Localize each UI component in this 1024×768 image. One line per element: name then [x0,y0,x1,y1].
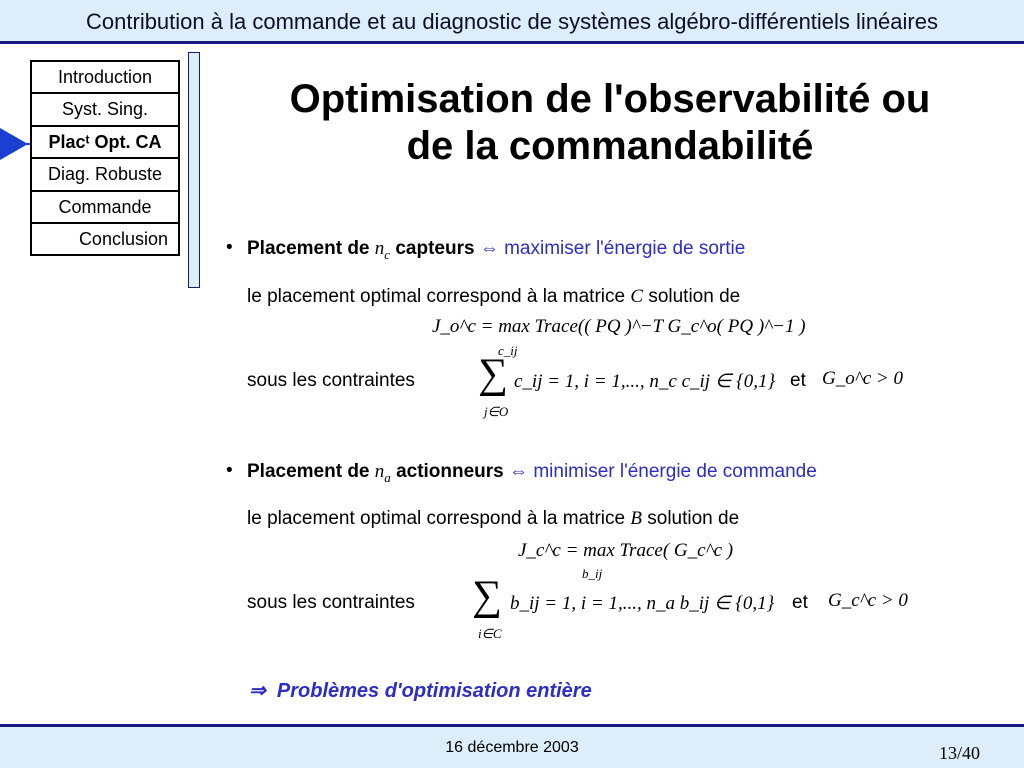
equivalence-icon: ⇔ [509,461,529,482]
actionneurs-constraints-label: sous les contraintes [247,592,415,613]
nav-scrollbar[interactable] [188,52,200,288]
current-section-arrow-icon [0,128,28,160]
actionneurs-objective: J_c^c = max Trace( G_c^c ) [518,540,734,561]
var-n: n [374,461,385,482]
capteurs-gramian-cond: G_o^c > 0 [822,368,903,389]
capteurs-head-a: Placement de [247,238,370,259]
capteurs-heading [247,238,745,263]
presentation-title: Contribution à la commande et au diagnostic de systèmes algébro-différentiels linéaires [86,9,938,34]
section-nav [30,60,180,254]
actionneurs-description [247,508,739,530]
capteurs-objective: J_o^c = max Trace(( PQ )^−T G_c^o( PQ )^−1 ) [432,316,806,337]
nav-item-conclusion[interactable]: Conclusion [30,222,180,256]
nav-item-placement-opt[interactable]: Placᵗ Opt. CA [30,125,180,159]
capteurs-objective-under: c_ij [498,343,518,358]
capteurs-goal: maximiser l'énergie de sortie [504,238,746,259]
bullet-dot: • [226,460,233,481]
actionneurs-heading [247,461,817,486]
implies-arrow-icon: ⇒ [249,680,266,702]
actionneurs-desc-a: le placement optimal correspond à la matrice [247,508,626,529]
sum-symbol-icon: ∑ [472,573,502,619]
bullet-dot: • [226,237,233,258]
slide-title-line2: de la commandabilité [406,124,814,168]
nav-item-diag-robuste[interactable]: Diag. Robuste [30,157,180,191]
conclusion-line [249,678,592,703]
actionneurs-constraint-eq: b_ij = 1, i = 1,..., n_a b_ij ∈ {0,1} [510,593,775,614]
nav-item-introduction[interactable]: Introduction [30,60,180,94]
actionneurs-desc-b: solution de [647,508,740,529]
conclusion-text: Problèmes d'optimisation entière [276,680,592,702]
footer-date: 16 décembre 2003 [445,739,579,756]
matrix-c: C [630,286,644,307]
slide-title [210,76,1010,170]
actionneurs-gramian-cond: G_c^c > 0 [828,590,908,611]
actionneurs-objective-under: b_ij [582,566,603,581]
var-n-sub: c [384,247,391,262]
actionneurs-sum-lower: i∈C [478,626,502,641]
header-band [0,0,1024,44]
nav-item-syst-sing[interactable]: Syst. Sing. [30,92,180,126]
var-n-sub: a [384,470,391,485]
capteurs-desc-b: solution de [648,286,741,307]
sum-symbol-icon: ∑ [478,351,508,397]
slide-title-line1: Optimisation de l'observabilité ou [289,77,931,121]
capteurs-constraints-label: sous les contraintes [247,370,415,391]
capteurs-sum-lower: j∈O [484,404,509,419]
capteurs-desc-a: le placement optimal correspond à la matrice [247,286,626,307]
actionneurs-goal: minimiser l'énergie de commande [533,461,817,482]
capteurs-description [247,286,740,308]
capteurs-constraint-eq: c_ij = 1, i = 1,..., n_c c_ij ∈ {0,1} [514,371,776,392]
actionneurs-head-a: Placement de [247,461,370,482]
page-number: 13/40 [938,743,980,763]
actionneurs-head-b: actionneurs [396,461,504,482]
actionneurs-et: et [792,592,808,613]
equivalence-icon: ⇔ [479,238,499,259]
capteurs-et: et [790,370,806,391]
footer-band [0,724,1024,768]
capteurs-head-b: capteurs [395,238,475,259]
matrix-b: B [630,508,642,529]
nav-item-commande[interactable]: Commande [30,190,180,224]
var-n: n [374,238,385,259]
